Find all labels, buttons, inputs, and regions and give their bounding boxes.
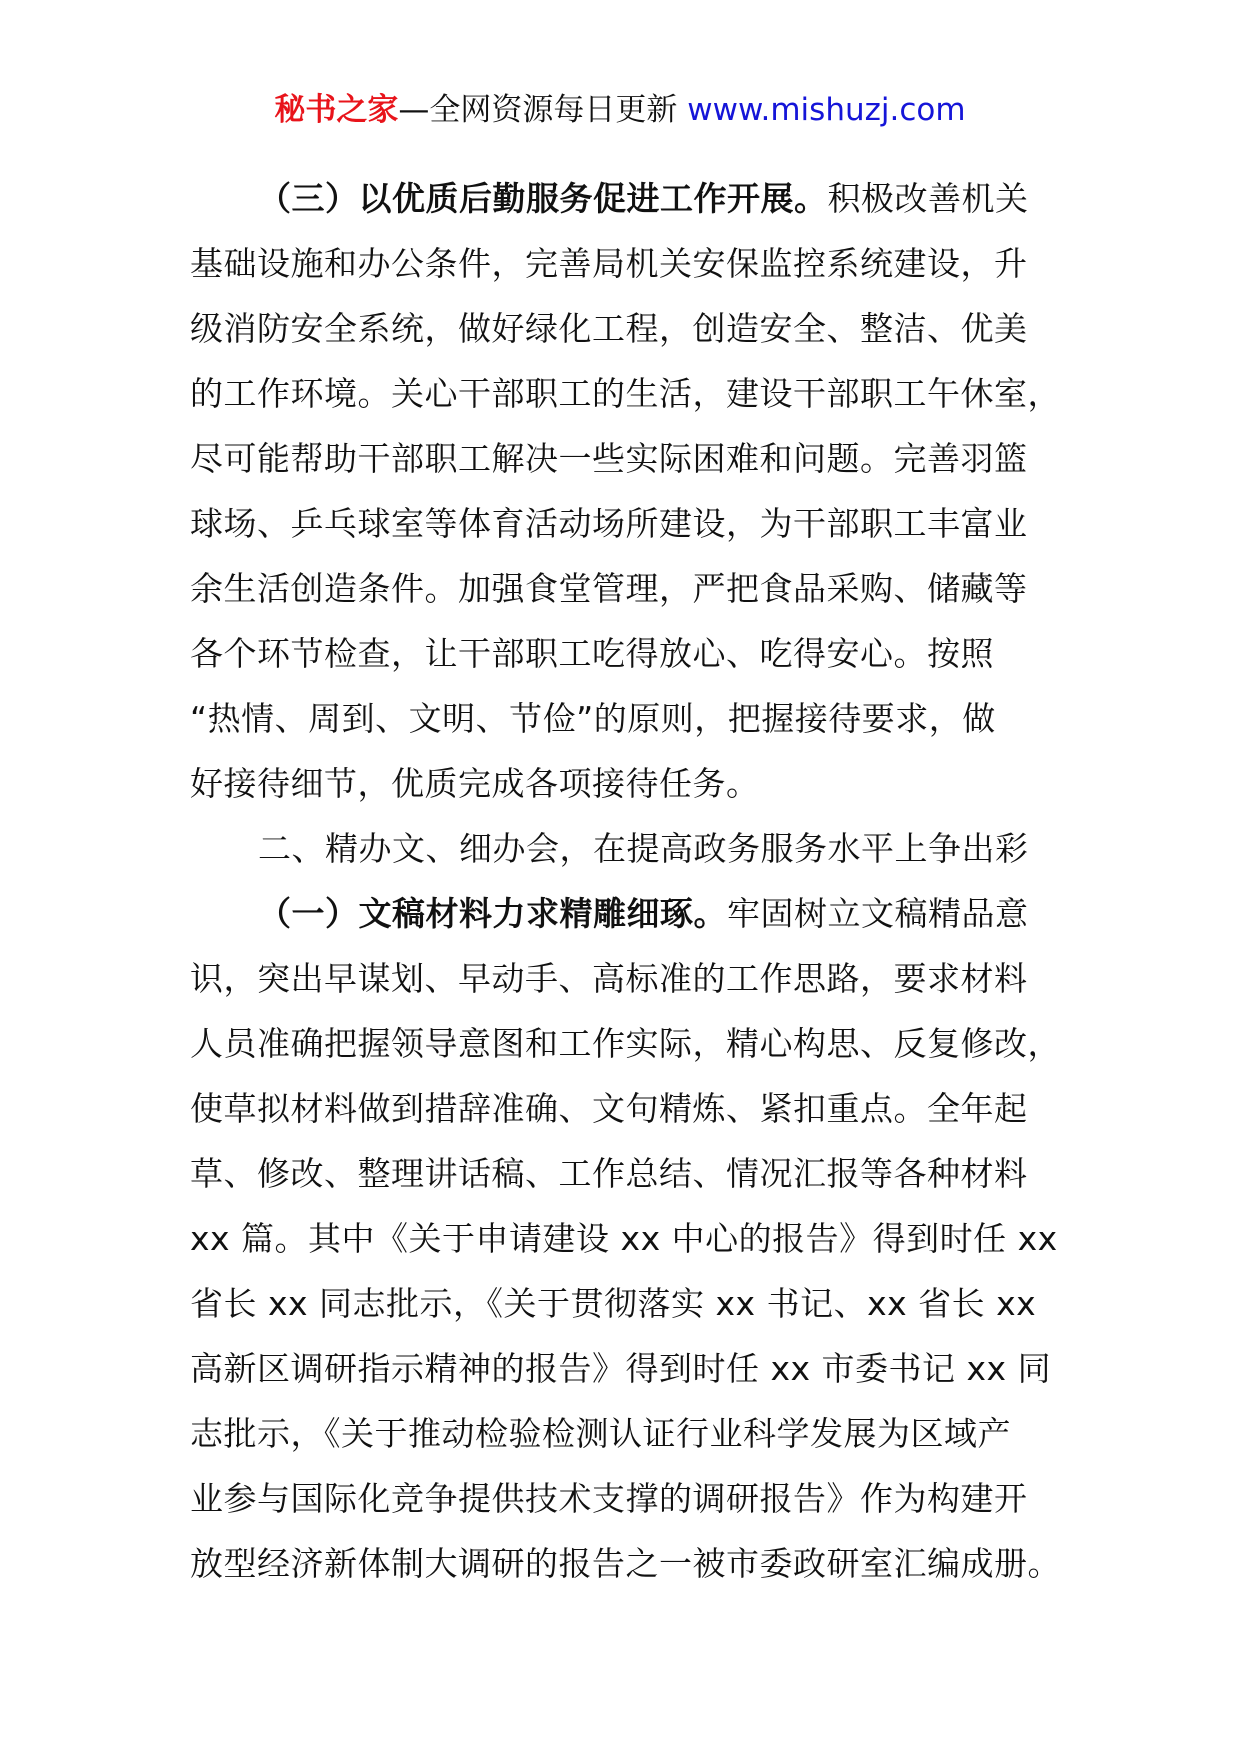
- paragraph-line: 识，突出早谋划、早动手、高标准的工作思路，要求材料: [190, 959, 1028, 998]
- paragraph-line: 草、修改、整理讲话稿、工作总结、情况汇报等各种材料: [190, 1154, 1028, 1193]
- page-header: [0, 88, 1240, 132]
- paragraph-line: 放型经济新体制大调研的报告之一被市委政研室汇编成册。: [190, 1544, 1061, 1583]
- header-tagline: —全网资源每日更新: [398, 92, 688, 128]
- paragraph-line: 余生活创造条件。加强食堂管理，严把食品采购、储藏等: [190, 569, 1028, 608]
- paragraph-line: 业参与国际化竞争提供技术支撑的调研报告》作为构建开: [190, 1479, 1028, 1518]
- paragraph-line: [190, 166, 1070, 231]
- paragraph-line: 的工作环境。关心干部职工的生活，建设干部职工午休室，: [190, 374, 1061, 413]
- paragraph-line: xx 篇。其中《关于申请建设 xx 中心的报告》得到时任 xx: [190, 1219, 1058, 1258]
- paragraph-line: 高新区调研指示精神的报告》得到时任 xx 市委书记 xx 同: [190, 1349, 1052, 1388]
- paragraph-line: “热情、周到、文明、节俭”的原则，把握接待要求，做: [190, 699, 996, 738]
- paragraph-line: 人员准确把握领导意图和工作实际，精心构思、反复修改，: [190, 1024, 1061, 1063]
- paragraph-text: 牢固树立文稿精品意: [727, 894, 1029, 933]
- paragraph-line: 省长 xx 同志批示，《关于贯彻落实 xx 书记、xx 省长 xx: [190, 1284, 1037, 1323]
- paragraph-line: [190, 881, 1070, 946]
- paragraph-line: 各个环节检查，让干部职工吃得放心、吃得安心。按照: [190, 634, 994, 673]
- paragraph-line: 级消防安全系统，做好绿化工程，创造安全、整洁、优美: [190, 309, 1028, 348]
- header-site-link[interactable]: www.mishuzj.com: [687, 92, 966, 128]
- paragraph-line: 好接待细节，优质完成各项接待任务。: [190, 764, 760, 803]
- paragraph-heading: （一）文稿材料力求精雕细琢。: [258, 894, 727, 933]
- paragraph-line: 使草拟材料做到措辞准确、文句精炼、紧扣重点。全年起: [190, 1089, 1028, 1128]
- paragraph-line: 志批示，《关于推动检验检测认证行业科学发展为区域产: [190, 1414, 1011, 1453]
- paragraph-line: 基础设施和办公条件，完善局机关安保监控系统建设，升: [190, 244, 1028, 283]
- paragraph-line: 尽可能帮助干部职工解决一些实际困难和问题。完善羽篮: [190, 439, 1028, 478]
- paragraph-text: 积极改善机关: [827, 179, 1029, 218]
- header-brand: 秘书之家: [274, 92, 399, 128]
- document-body: [190, 166, 1070, 1596]
- paragraph-heading: （三）以优质后勤服务促进工作开展。: [258, 179, 828, 218]
- section-heading: 二、精办文、细办会，在提高政务服务水平上争出彩: [258, 829, 1029, 868]
- paragraph-line: 球场、乒乓球室等体育活动场所建设，为干部职工丰富业: [190, 504, 1028, 543]
